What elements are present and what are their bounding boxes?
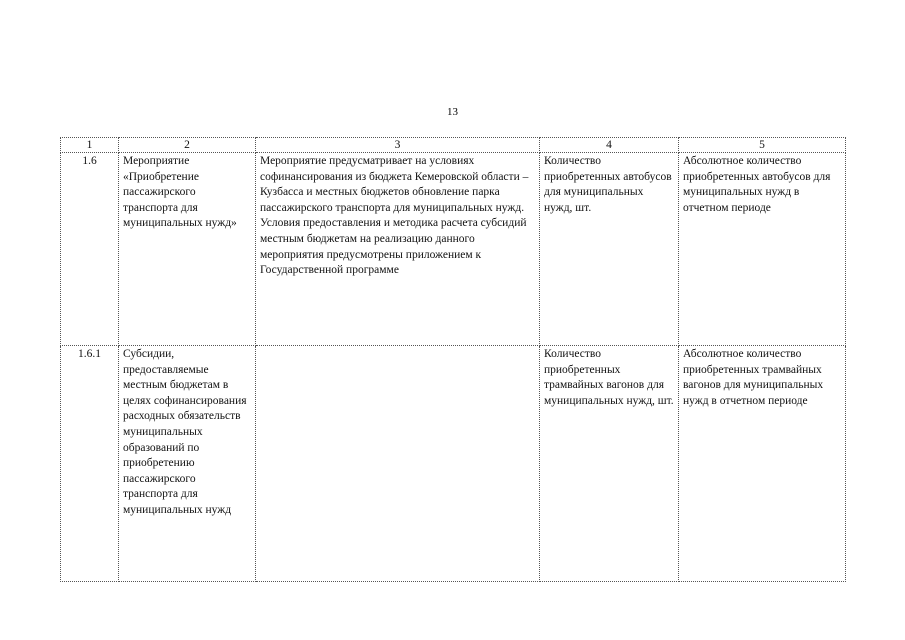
page-number: 13 (447, 106, 458, 118)
table-header-row (61, 138, 846, 153)
column-header: 4 (540, 138, 679, 153)
indicator-cell: Количество приобретенных трамвайных вагонов для муниципальных нужд, шт. (540, 346, 679, 582)
calculation-method-cell: Абсолютное количество приобретенных автобусов для муниципальных нужд в отчетном периоде (679, 153, 846, 346)
event-name-cell: Субсидии, предоставляемые местным бюджетам в целях софинансирования расходных обязательств муниципальных образований по приобретению пассажирского транспорта для муниципальных нужд (119, 346, 256, 582)
table-row (61, 153, 846, 346)
row-number-cell: 1.6.1 (61, 346, 119, 582)
column-header: 5 (679, 138, 846, 153)
column-header: 3 (256, 138, 540, 153)
event-description-cell: Мероприятие предусматривает на условиях софинансирования из бюджета Кемеровской области – Кузбасса и местных бюджетов обновление парка пассажирского транспорта для муниципальных нужд. Условия предоставления и методика расчета субсидий местным бюджетам на реализацию данного мероприятия предусмотрены приложением к Государственной программе (256, 153, 540, 346)
column-header: 1 (61, 138, 119, 153)
event-description-cell (256, 346, 540, 582)
indicator-cell: Количество приобретенных автобусов для муниципальных нужд, шт. (540, 153, 679, 346)
calculation-method-cell: Абсолютное количество приобретенных трамвайных вагонов для муниципальных нужд в отчетном периоде (679, 346, 846, 582)
table-row (61, 346, 846, 582)
row-number-cell: 1.6 (61, 153, 119, 346)
indicators-table (60, 137, 846, 582)
event-name-cell: Мероприятие «Приобретение пассажирского транспорта для муниципальных нужд» (119, 153, 256, 346)
column-header: 2 (119, 138, 256, 153)
